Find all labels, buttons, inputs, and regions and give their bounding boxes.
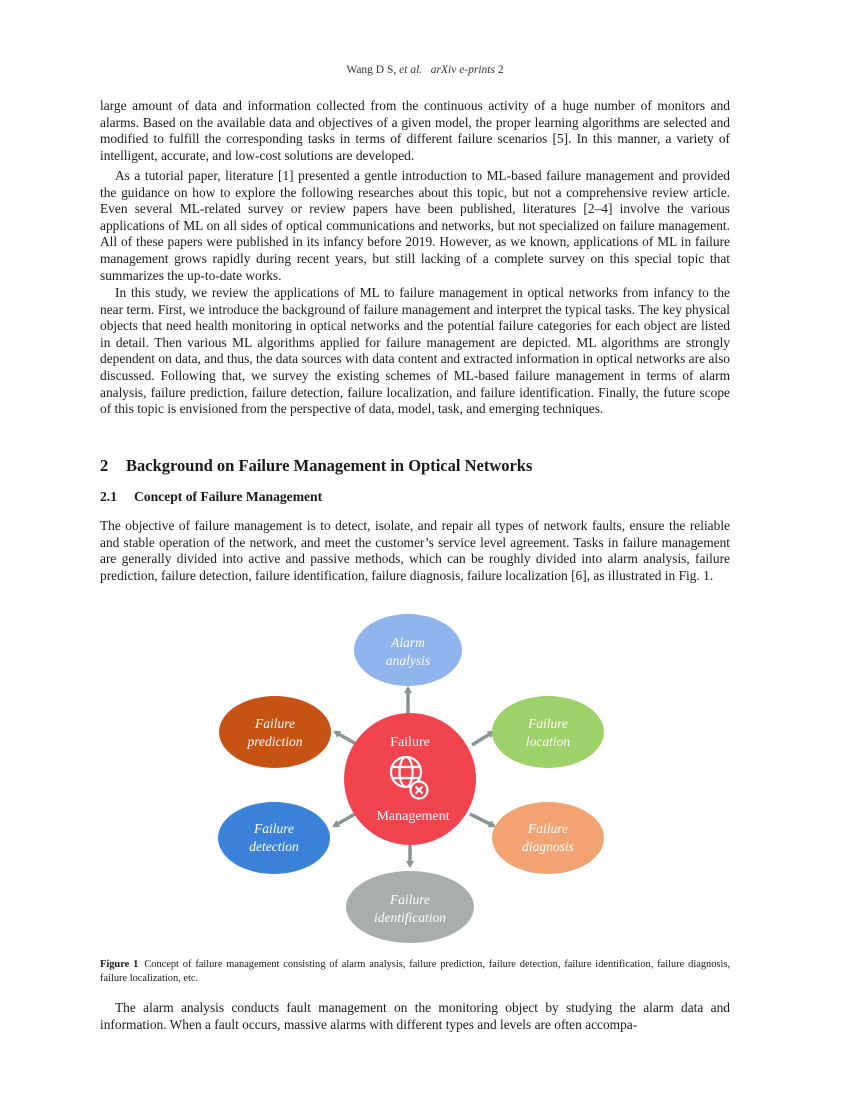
- node-diagnosis-line2: diagnosis: [522, 839, 574, 854]
- node-location-line1: Failure: [528, 716, 568, 731]
- paragraph-3: In this study, we review the applications of ML to failure management in optical networks from infancy to the near term. First, we introduce the background of failure management and interpret the typical tasks. The key physical objects that need health monitoring in optical networks and the potential failure categories for each object are listed in detail. Then various ML algorithms applied for failure management are depicted. ML algorithms are strongly dependent on data, and thus, the data sources with data content and extracted information in optical networks are also discussed. Following that, we survey the existing schemes of ML-based failure management in terms of alarm analysis, failure prediction, failure detection, failure localization, and failure identification. Finally, the future scope of this topic is envisioned from the perspective of data, model, task, and emerging techniques.: [100, 285, 730, 417]
- section-title: Background on Failure Management in Optical Networks: [126, 456, 533, 475]
- header-journal: arXiv e-prints: [430, 64, 495, 76]
- node-location-line2: location: [525, 734, 571, 749]
- node-identification-line2: identification: [374, 910, 446, 925]
- center-node: [344, 713, 476, 845]
- node-identification-ellipse: [346, 871, 474, 943]
- node-prediction-ellipse: [219, 696, 331, 768]
- header-authors: Wang D S,: [346, 64, 397, 76]
- subsection-title: Concept of Failure Management: [134, 489, 323, 504]
- subsection-number: 2.1: [100, 489, 117, 504]
- node-failure-diagnosis: [492, 802, 604, 874]
- section-heading: [100, 456, 740, 476]
- node-location-ellipse: [492, 696, 604, 768]
- header-page-number: 2: [497, 64, 504, 76]
- arrow-to-diagnosis: [470, 814, 494, 826]
- figure-caption: [100, 958, 730, 986]
- failure-management-diagram: [210, 612, 620, 952]
- arrow-to-detection: [334, 814, 355, 826]
- paragraph-2: As a tutorial paper, literature [1] presented a gentle introduction to ML-based failure management and provided the guidance on how to explore the following researches about this topic, but not a comprehensive review article. Even several ML-related survey or review papers have been published, literatures [2–4] involve the various applications of ML on all sides of optical communications and networks, but not specialized on failure management. All of these papers were published in its infancy before 2019. However, as we known, applications of ML in failure management grows rapidly during recent years, but still lacking of a complete survey on this special topic that summarizes the up-to-date works.: [100, 168, 730, 283]
- node-detection-line1: Failure: [254, 821, 294, 836]
- node-diagnosis-ellipse: [492, 802, 604, 874]
- node-diagnosis-line1: Failure: [528, 821, 568, 836]
- subsection-heading: [100, 489, 740, 505]
- final-paragraph: The alarm analysis conducts fault management on the monitoring object by studying the alarm data and information. When a fault occurs, massive alarms with different types and levels are often accompa-: [100, 1000, 730, 1032]
- node-failure-location: [492, 696, 604, 768]
- node-alarm-line2: analysis: [385, 653, 431, 668]
- caption-label: Figure 1: [100, 959, 139, 970]
- node-failure-detection: [218, 802, 330, 874]
- node-prediction-line2: prediction: [247, 734, 303, 749]
- node-detection-ellipse: [218, 802, 330, 874]
- section-paragraph: The objective of failure management is to detect, isolate, and repair all types of network faults, ensure the reliable and stable operation of the network, and meet the customer’s service level agreement. Tasks in failure management are generally divided into active and passive methods, which can be roughly divided into alarm analysis, failure prediction, failure detection, failure identification, failure diagnosis, failure localization [6], as illustrated in Fig. 1.: [100, 518, 730, 583]
- paragraph-1: large amount of data and information collected from the continuous activity of a huge number of monitors and alarms. Based on the available data and objectives of a given model, the proper learning algorithms are selected and modified to fulfill the corresponding tasks in terms of different failure scenarios [5]. In this manner, a variety of intelligent, accurate, and low-cost solutions are developed.: [100, 98, 730, 163]
- header-etal: et al.: [399, 64, 423, 76]
- arrow-to-location: [472, 732, 493, 745]
- center-label-line2: Management: [376, 809, 450, 824]
- node-alarm-line1: Alarm: [391, 635, 425, 650]
- center-label-line1: Failure: [390, 735, 430, 750]
- node-prediction-line1: Failure: [255, 716, 295, 731]
- arrow-to-prediction: [335, 732, 358, 745]
- node-identification-line1: Failure: [390, 892, 430, 907]
- figure-1: [210, 612, 620, 952]
- node-alarm-ellipse: [354, 614, 462, 686]
- node-detection-line2: detection: [249, 839, 299, 854]
- node-failure-prediction: [219, 696, 331, 768]
- running-header: [0, 64, 850, 76]
- section-number: 2: [100, 456, 109, 475]
- node-alarm-analysis: [354, 614, 462, 686]
- caption-text: Concept of failure management consisting of alarm analysis, failure prediction, failure detection, failure identification, failure diagnosis, failure localization, etc.: [100, 959, 730, 984]
- node-failure-identification: [346, 871, 474, 943]
